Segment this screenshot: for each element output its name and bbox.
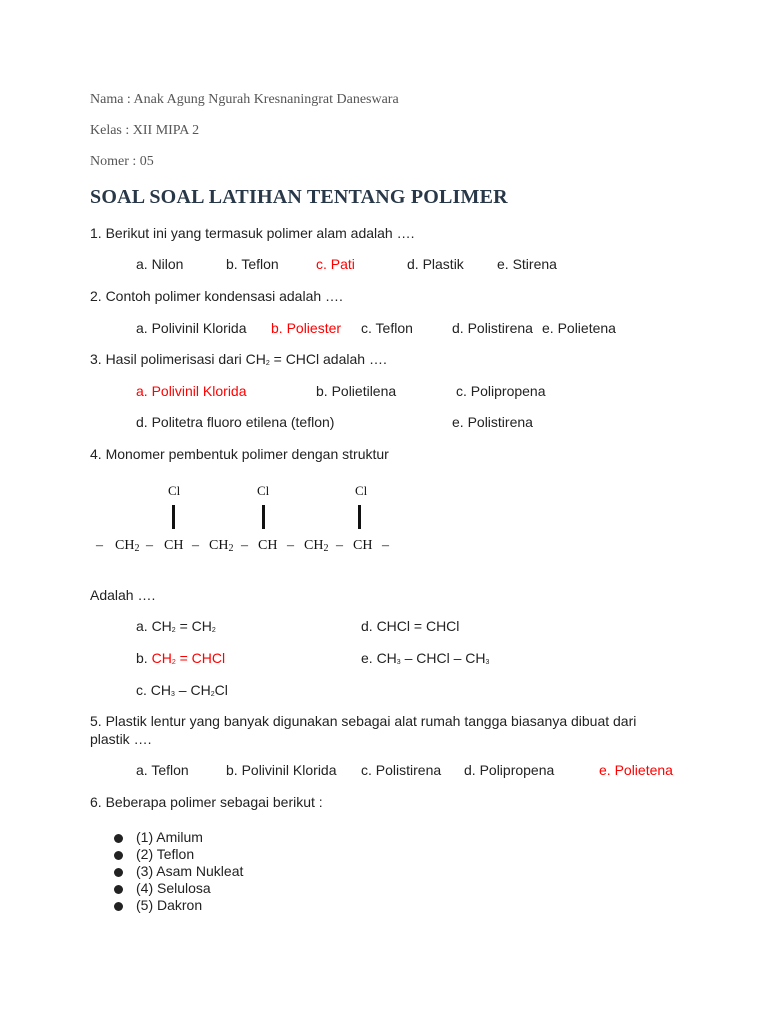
bond-line-2 <box>262 505 265 529</box>
q4e-pre: e. CH <box>361 650 397 666</box>
question-5-line-2: plastik …. <box>90 731 152 747</box>
chain-dash: – <box>146 538 153 553</box>
page-title: SOAL SOAL LATIHAN TENTANG POLIMER <box>90 186 508 208</box>
q4e-sub1: 3 <box>396 659 401 666</box>
q3-subscript: 2 <box>265 360 270 367</box>
question-6: 6. Beberapa polimer sebagai berikut : <box>90 794 323 810</box>
q4c-pre: c. CH <box>136 682 171 698</box>
substituent-cl-3: Cl <box>355 483 368 498</box>
q4b-pre: CH <box>151 650 172 666</box>
q1-option-e: e. Stirena <box>497 256 557 272</box>
bond-line-1 <box>172 505 175 529</box>
bullet-icon <box>114 885 123 894</box>
student-number: Nomer : 05 <box>90 154 154 169</box>
q3-text-post: = CHCl adalah …. <box>269 351 387 367</box>
q1-option-d: d. Plastik <box>407 256 464 272</box>
substituent-cl-2: Cl <box>257 483 270 498</box>
q4-option-c <box>136 682 228 698</box>
list-item: (3) Asam Nukleat <box>136 863 244 879</box>
q4-option-e <box>361 650 489 666</box>
q3-option-e: e. Polistirena <box>452 414 533 430</box>
chain-dash: – <box>192 538 199 553</box>
chain-ch2-text: CH <box>209 538 229 553</box>
bullet-icon <box>114 834 123 843</box>
q3-option-c: c. Polipropena <box>456 383 546 399</box>
list-item: (2) Teflon <box>136 846 195 862</box>
q2-option-c: c. Teflon <box>361 320 413 336</box>
list-item: (4) Selulosa <box>136 880 211 896</box>
q4e-sub2: 3 <box>485 659 490 666</box>
q4a-mid: = CH <box>175 618 212 634</box>
question-4: 4. Monomer pembentuk polimer dengan struktur <box>90 446 389 462</box>
q2-option-b-answer: b. Poliester <box>271 320 342 336</box>
chain-ch2-sub: 2 <box>134 543 140 554</box>
bullet-icon <box>114 868 123 877</box>
chain-ch2 <box>115 538 139 554</box>
question-5-line-1: 5. Plastik lentur yang banyak digunakan sebagai alat rumah tangga biasanya dibuat dari <box>90 713 637 729</box>
q3-option-d: d. Politetra fluoro etilena (teflon) <box>136 414 335 430</box>
q5-option-c: c. Polistirena <box>361 762 442 778</box>
q5-option-a: a. Teflon <box>136 762 189 778</box>
student-name: Nama : Anak Agung Ngurah Kresnaningrat Daneswara <box>90 92 399 107</box>
q4-option-b <box>136 650 225 666</box>
bullet-icon <box>114 902 123 911</box>
q5-option-b: b. Polivinil Klorida <box>226 762 337 778</box>
q1-option-b: b. Teflon <box>226 256 279 272</box>
chain-dash: – <box>336 538 343 553</box>
bond-line-3 <box>358 505 361 529</box>
chain-ch: CH <box>353 538 373 553</box>
q2-option-d: d. Polistirena <box>452 320 533 336</box>
bullet-icon <box>114 851 123 860</box>
chain-ch2 <box>304 538 328 554</box>
q4c-post: Cl <box>214 682 228 698</box>
chain-dash: – <box>287 538 294 553</box>
q1-option-a: a. Nilon <box>136 256 184 272</box>
chain-ch: CH <box>164 538 184 553</box>
q4-option-d: d. CHCl = CHCl <box>361 618 460 634</box>
chain-dash: – <box>96 538 103 553</box>
q4-option-b-answer <box>152 650 226 666</box>
chain-dash: – <box>382 538 389 553</box>
q3-option-a-answer: a. Polivinil Klorida <box>136 383 247 399</box>
q1-option-c-answer: c. Pati <box>316 256 355 272</box>
q4c-mid: – CH <box>174 682 211 698</box>
q4c-sub1: 3 <box>171 691 175 698</box>
question-1: 1. Berikut ini yang termasuk polimer alam adalah …. <box>90 225 415 241</box>
q4b-post: = CHCl <box>175 650 226 666</box>
chain-ch2 <box>209 538 233 554</box>
question-3 <box>90 351 387 367</box>
q3-text-pre: 3. Hasil polimerisasi dari CH <box>90 351 266 367</box>
question-2: 2. Contoh polimer kondensasi adalah …. <box>90 288 343 304</box>
chain-ch2-text: CH <box>304 538 324 553</box>
chain-ch2-sub: 2 <box>228 543 234 554</box>
q4a-sub1: 2 <box>171 627 176 634</box>
substituent-cl-1: Cl <box>168 483 181 498</box>
list-item: (5) Dakron <box>136 897 203 913</box>
q5-option-e-answer: e. Polietena <box>599 762 673 778</box>
list-item: (1) Amilum <box>136 829 203 845</box>
q5-option-d: d. Polipropena <box>464 762 555 778</box>
chain-dash: – <box>241 538 248 553</box>
q2-option-a: a. Polivinil Klorida <box>136 320 247 336</box>
chain-ch2-text: CH <box>115 538 135 553</box>
q2-option-e: e. Polietena <box>542 320 616 336</box>
q4b-sub: 2 <box>171 659 176 666</box>
q3-option-b: b. Polietilena <box>316 383 397 399</box>
student-class: Kelas : XII MIPA 2 <box>90 123 200 138</box>
chain-ch: CH <box>258 538 278 553</box>
q4-option-a <box>136 618 216 634</box>
q4c-sub2: 2 <box>210 691 215 698</box>
q4e-mid: – CHCl – CH <box>400 650 486 666</box>
chain-ch2-sub: 2 <box>323 543 329 554</box>
q4a-sub2: 2 <box>211 627 216 634</box>
q4b-label: b. <box>136 650 152 666</box>
q4a-pre: a. CH <box>136 618 172 634</box>
q4-adalah: Adalah …. <box>90 587 156 603</box>
